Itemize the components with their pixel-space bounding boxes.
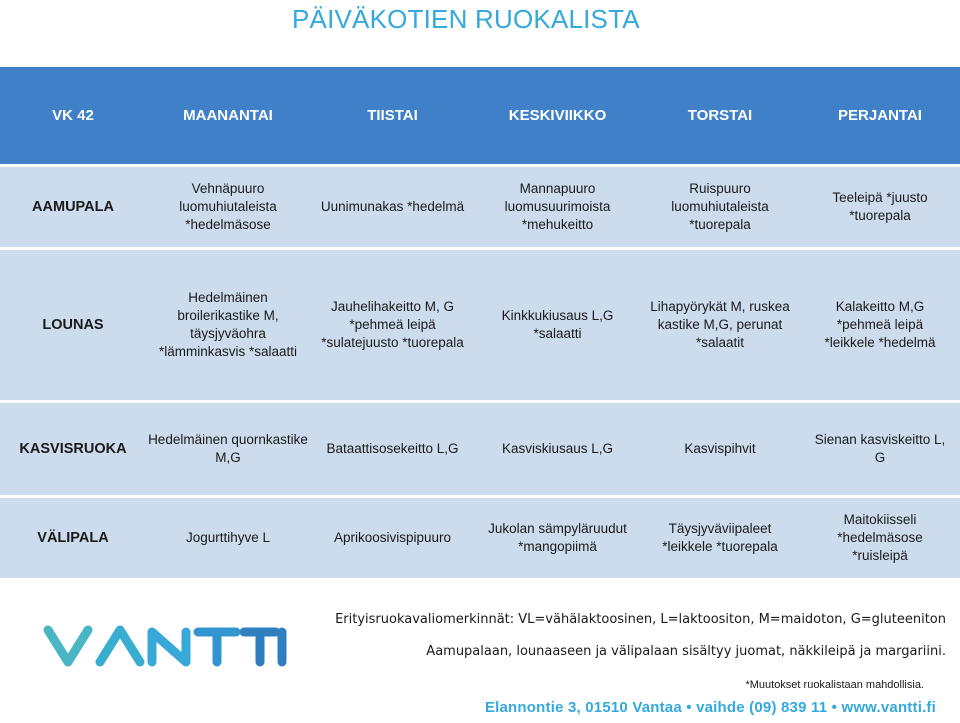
table-row <box>0 167 960 247</box>
changes-note: *Muutokset ruokalistaan mahdollisia. <box>745 679 924 691</box>
menu-cell: Täysjyväviipaleet *leikkele *tuorepala <box>640 498 800 578</box>
menu-cell: Jukolan sämpyläruudut *mangopiimä <box>475 498 640 578</box>
menu-cell: Jauhelihakeitto M, G *pehmeä leipä *sulatejuusto *tuorepala <box>310 250 475 400</box>
menu-cell: Hedelmäinen broilerikastike M, täysjyväohra *lämminkasvis *salaatti <box>146 250 310 400</box>
menu-cell: Kinkkukiusaus L,G *salaatti <box>475 250 640 400</box>
menu-cell: Kasviskiusaus L,G <box>475 403 640 495</box>
menu-cell: Kasvispihvit <box>640 403 800 495</box>
menu-table <box>0 64 960 581</box>
menu-cell: Sienan kasviskeitto L, G <box>800 403 960 495</box>
header-row <box>0 67 960 164</box>
row-label-lounas: LOUNAS <box>0 250 146 400</box>
row-label-valipala: VÄLIPALA <box>0 498 146 578</box>
day-wednesday: KESKIVIIKKO <box>475 67 640 164</box>
menu-cell: Bataattisosekeitto L,G <box>310 403 475 495</box>
menu-cell: Maitokiisseli *hedelmäsose *ruisleipä <box>800 498 960 578</box>
row-label-aamupala: AAMUPALA <box>0 167 146 247</box>
day-monday: MAANANTAI <box>146 67 310 164</box>
included-note: Aamupalaan, lounaaseen ja välipalaan sisältyy juomat, näkkileipä ja margariini. <box>426 644 946 659</box>
menu-cell: Mannapuuro luomusuurimoista *mehukeitto <box>475 167 640 247</box>
table-row <box>0 403 960 495</box>
week-label: VK 42 <box>0 67 146 164</box>
vantti-logo <box>40 622 288 670</box>
table-row <box>0 250 960 400</box>
diet-legend: Erityisruokavaliomerkinnät: VL=vähälaktoosinen, L=laktoositon, M=maidoton, G=gluteeniton <box>335 612 946 627</box>
menu-cell: Jogurttihyve L <box>146 498 310 578</box>
page-title: PÄIVÄKOTIEN RUOKALISTA <box>292 4 640 34</box>
menu-cell: Uunimunakas *hedelmä <box>310 167 475 247</box>
day-tuesday: TIISTAI <box>310 67 475 164</box>
menu-cell: Hedelmäinen quornkastike M,G <box>146 403 310 495</box>
footer-contact: Elannontie 3, 01510 Vantaa • vaihde (09) 839 11 • www.vantti.fi <box>484 699 936 716</box>
table-row <box>0 498 960 578</box>
menu-cell: Teeleipä *juusto *tuorepala <box>800 167 960 247</box>
menu-cell: Lihapyörykät M, ruskea kastike M,G, perunat *salaatit <box>640 250 800 400</box>
row-label-kasvisruoka: KASVISRUOKA <box>0 403 146 495</box>
menu-cell: Ruispuuro luomuhiutaleista *tuorepala <box>640 167 800 247</box>
menu-cell: Vehnäpuuro luomuhiutaleista *hedelmäsose <box>146 167 310 247</box>
day-friday: PERJANTAI <box>800 67 960 164</box>
menu-cell: Aprikoosivispipuuro <box>310 498 475 578</box>
menu-cell: Kalakeitto M,G *pehmeä leipä *leikkele *hedelmä <box>800 250 960 400</box>
day-thursday: TORSTAI <box>640 67 800 164</box>
